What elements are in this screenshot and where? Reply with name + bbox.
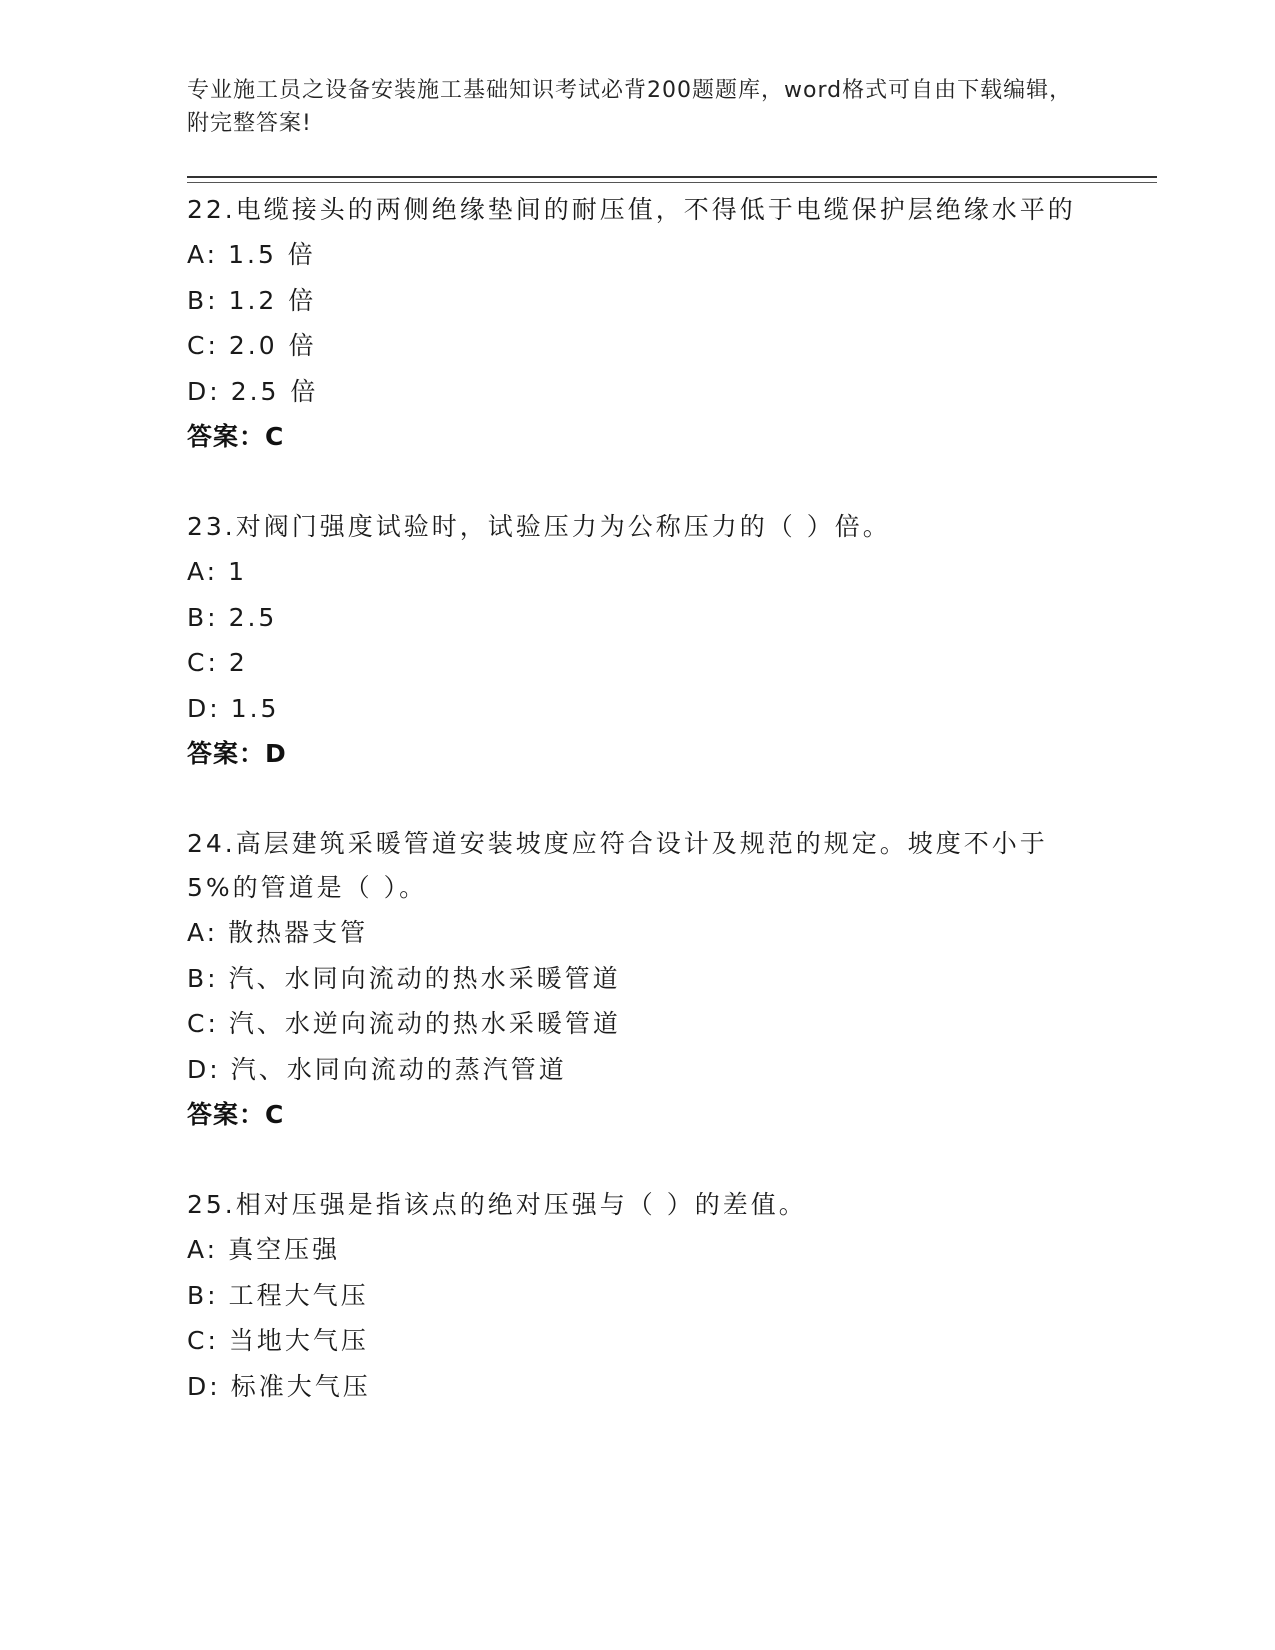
- answer-label: 答案：C: [187, 422, 285, 451]
- option-key: A:: [187, 240, 219, 269]
- question-25: [187, 1183, 1087, 1409]
- option-text: 1: [228, 557, 247, 586]
- option-c: [187, 1318, 1087, 1364]
- question-stem: 24.高层建筑采暖管道安装坡度应符合设计及规范的规定。坡度不小于5%的管道是（ ）。: [187, 829, 1048, 902]
- header-rule-thin: [187, 182, 1157, 183]
- option-text: 标准大气压: [230, 1371, 371, 1401]
- question-stem: 25.相对压强是指该点的绝对压强与（ ）的差值。: [187, 1190, 807, 1219]
- question-list: [187, 188, 1087, 1409]
- option-d: [187, 369, 1087, 415]
- option-a: [187, 1227, 1087, 1273]
- option-key: D:: [187, 1371, 221, 1401]
- option-text: 汽、水同向流动的热水采暖管道: [228, 963, 621, 993]
- option-key: B:: [187, 602, 219, 632]
- option-text: 汽、水同向流动的蒸汽管道: [230, 1054, 567, 1084]
- option-b: [187, 956, 1087, 1002]
- option-a: [187, 549, 1087, 595]
- question-stem: 23.对阀门强度试验时，试验压力为公称压力的（ ）倍。: [187, 512, 891, 541]
- option-b: [187, 278, 1087, 324]
- option-key: C:: [187, 1326, 219, 1355]
- option-b: [187, 1273, 1087, 1319]
- option-d: [187, 1047, 1087, 1093]
- document-header: 专业施工员之设备安装施工基础知识考试必背200题题库，word格式可自由下载编辑，附完整答案!: [187, 78, 1073, 136]
- option-text: 2.5: [228, 602, 278, 632]
- question-stem: 22.电缆接头的两侧绝缘垫间的耐压值，不得低于电缆保护层绝缘水平的: [187, 195, 1076, 224]
- answer-label: 答案：D: [187, 739, 287, 768]
- option-text: 当地大气压: [228, 1326, 369, 1355]
- option-key: D:: [187, 376, 221, 406]
- option-text: 2: [228, 648, 248, 677]
- option-key: A:: [187, 918, 219, 947]
- option-key: B:: [187, 285, 219, 315]
- option-key: A:: [187, 557, 219, 586]
- option-key: B:: [187, 963, 219, 993]
- option-a: [187, 232, 1087, 278]
- option-key: C:: [187, 331, 219, 360]
- option-text: 1.2 倍: [228, 285, 317, 315]
- option-key: A:: [187, 1235, 219, 1264]
- option-text: 2.5 倍: [230, 376, 319, 406]
- option-d: [187, 686, 1087, 732]
- option-key: C:: [187, 1009, 219, 1038]
- option-c: [187, 1001, 1087, 1047]
- option-key: C:: [187, 648, 219, 677]
- option-text: 散热器支管: [228, 918, 369, 947]
- question-22: [187, 188, 1087, 459]
- document-page: [187, 0, 1157, 1650]
- option-b: [187, 595, 1087, 641]
- option-a: [187, 910, 1087, 956]
- header-rule-thick: [187, 176, 1157, 178]
- option-text: 1.5 倍: [228, 240, 316, 269]
- option-text: 汽、水逆向流动的热水采暖管道: [228, 1009, 621, 1038]
- answer-label: 答案：C: [187, 1100, 285, 1129]
- option-d: [187, 1364, 1087, 1410]
- option-text: 真空压强: [228, 1235, 341, 1264]
- option-key: D:: [187, 1054, 221, 1084]
- question-23: [187, 505, 1087, 776]
- option-text: 2.0 倍: [228, 331, 317, 360]
- option-key: D:: [187, 693, 221, 723]
- option-c: [187, 640, 1087, 686]
- option-c: [187, 323, 1087, 369]
- option-text: 工程大气压: [228, 1280, 369, 1310]
- option-key: B:: [187, 1280, 219, 1310]
- question-24: [187, 822, 1087, 1137]
- option-text: 1.5: [230, 693, 280, 723]
